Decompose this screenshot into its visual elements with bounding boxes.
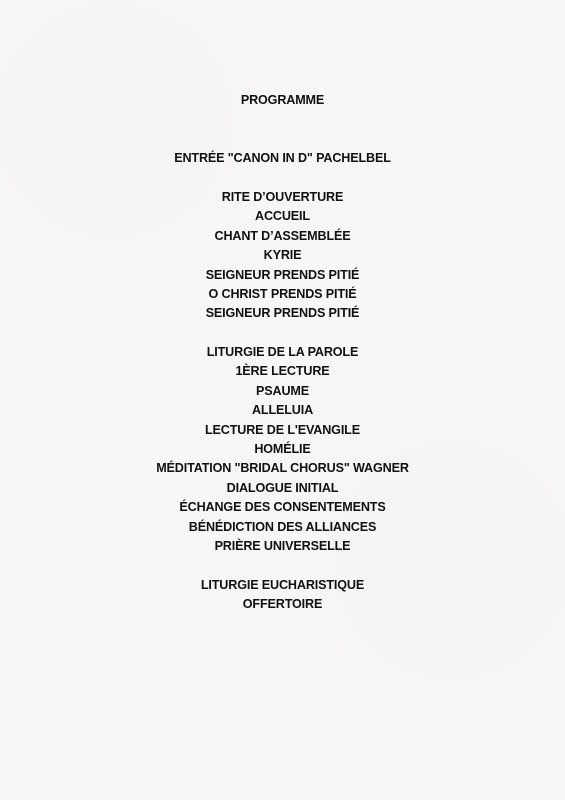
programme-text xyxy=(0,91,565,615)
programme-item: SEIGNEUR PRENDS PITIÉ xyxy=(205,306,360,321)
programme-item: ÉCHANGE DES CONSENTEMENTS xyxy=(179,500,386,515)
programme-item: SEIGNEUR PRENDS PITIÉ xyxy=(205,267,360,282)
programme-item: LECTURE DE L'EVANGILE xyxy=(205,422,360,437)
section-heading-liturgy-eucharist: LITURGIE EUCHARISTIQUE xyxy=(200,577,365,592)
programme-item: CHANT D’ASSEMBLÉE xyxy=(214,228,351,243)
spacer xyxy=(0,110,565,149)
programme-item: 1ÈRE LECTURE xyxy=(235,364,330,379)
programme-item: O CHRIST PRENDS PITIÉ xyxy=(208,286,357,301)
spacer xyxy=(0,169,565,188)
spacer xyxy=(0,556,565,575)
entry-line: ENTRÉE "CANON IN D" PACHELBEL xyxy=(174,151,391,166)
programme-item: DIALOGUE INITIAL xyxy=(226,480,339,495)
programme-item: PSAUME xyxy=(256,383,309,398)
section-heading-rite-opening: RITE D’OUVERTURE xyxy=(221,189,344,204)
programme-item: ALLELUIA xyxy=(251,403,314,418)
programme-item: BÉNÉDICTION DES ALLIANCES xyxy=(188,519,377,534)
programme-item: ACCUEIL xyxy=(255,209,310,224)
programme-item: HOMÉLIE xyxy=(254,442,311,457)
programme-item: PRIÈRE UNIVERSELLE xyxy=(214,539,351,553)
programme-item: OFFERTOIRE xyxy=(242,597,323,612)
spacer xyxy=(0,324,565,343)
programme-item: MÉDITATION "BRIDAL CHORUS" WAGNER xyxy=(156,461,409,476)
section-heading-liturgy-word: LITURGIE DE LA PAROLE xyxy=(206,345,359,360)
programme-item: KYRIE xyxy=(263,248,302,263)
page-title: PROGRAMME xyxy=(240,93,325,107)
